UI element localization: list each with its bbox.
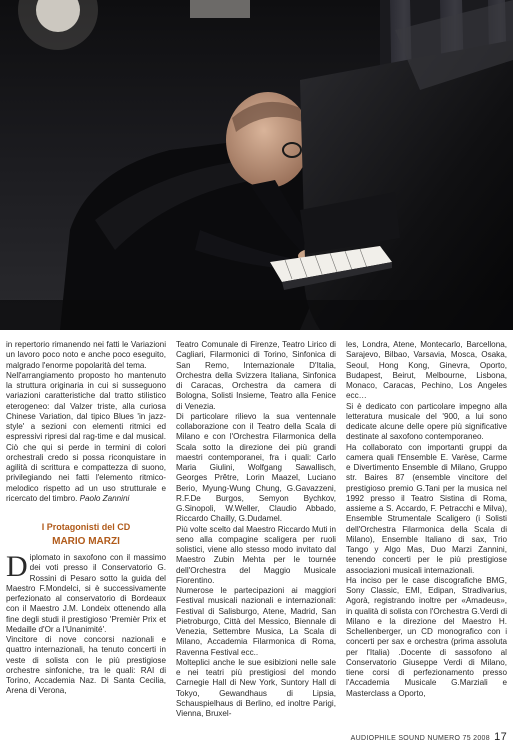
drop-cap: D xyxy=(6,550,28,583)
paragraph: Più volte scelto dal Maestro Riccardo Muti in seno alla compagine scaligera per ruoli solistici, viene allo stesso modo invitato dal Maestro Zubin Mehta per le tournée dell'Orchestra del Maggio Musicale Fiorentino. xyxy=(176,524,336,585)
magazine-issue: AUDIOPHILE SOUND NUMERO 75 2008 xyxy=(350,735,490,742)
paragraph-text: Nell'arrangiamento proposto ho mantenuto la struttura originaria in cui si susseguono variazioni caratteristiche dal tratto stilistico eterogeneo: dal Valzer triste, alla curiosa Chinese Variation, dal tipico Blues 'in jazz-style' a sezioni con elementi ritmici ed espressivi ripresi dal rag-time e dal musical. Ciò che qui si perde in termini di colori orchestrali credo si possa riconquistare in agilità di scrittura e compattezza di suono, privilegiando nei fatti l'elemento ritmico-melodico rispetto ad un uso strutturale e ricercato del timbro. xyxy=(6,370,166,503)
page-footer xyxy=(351,731,507,743)
paragraph: Ha collaborato con importanti gruppi da camera quali l'Ensemble E. Varèse, Carme e Divertimento Ensemble di Milano, Gruppo str. Baires 87 (ensemble vincitore del prestigioso premio G.Tani per la musica nel 1992 presso il Teatro Sistina di Roma, assieme a S. Accardo, F. Petracchi e Milva), Ensemble Strumentale Scaligero (i Solisti dell'Orchestra Filarmonica della Scala di Milano), Ensemble Italiano di sax, Trio Tango y Algo Mas, Duo Marzi Zannini, tenendo concerti per le più prestigiose associazioni musicali internazionali. xyxy=(346,442,507,575)
column-1 xyxy=(6,340,166,697)
paragraph: Di particolare rilievo la sua ventennale collaborazione con il Teatro della Scala di Milano e con l'Orchestra Filarmonica della Scala sotto la direzione dei più grandi maestri contemporanei, fra i quali: Carlo Maria Giulini, Wolfgang Sawallisch, Georges Prêtre, Lorin Maazel, Luciano Berio, Myung-Wung Chung, G.Gavazzeni, R.F.De Burgos, Semyon Bychkov, G.Sinopoli, W.Weller, Claudio Abbado, Riccardo Chailly, G.Dudamel. xyxy=(176,411,336,524)
paragraph xyxy=(6,371,166,504)
article-author: Paolo Zannini xyxy=(79,493,130,503)
section-heading: I Protagonisti del CD xyxy=(41,522,131,532)
paragraph xyxy=(6,550,166,635)
paragraph: Vincitore di nove concorsi nazionali e quattro internazionali, ha tenuto concerti in veste di solista con le più prestigiose orchestre sinfoniche, tra le quali: RAI di Torino, Accademia Naz. Di Santa Cecilia, Arena di Verona, xyxy=(6,635,166,696)
page-number: 17 xyxy=(494,731,507,743)
paragraph: Si è dedicato con particolare impegno alla letteratura musicale del '900, a lui sono dedicate alcune delle opere più significative destinate al saxofono contemporaneo. xyxy=(346,401,507,442)
paragraph: Molteplici anche le sue esibizioni nelle sale e nei teatri più prestigiosi del mondo Carnegie Hall di New York, Suntory Hall di Tokyo, Gewandhaus di Lipsia, Schauspielhaus di Berlino, ed inoltre Parigi, Vienna, Bruxel- xyxy=(176,657,336,718)
artist-name: MARIO MARZI xyxy=(52,536,120,547)
paragraph: Ha inciso per le case discografiche BMG, Sony Classic, EMI, Edipan, Stradivarius, Agorà, registrando inoltre per «Amadeus», in qualità di solista con l'Orchestra G.Verdi di Milano e la direzione del Maestro H. Schellenberger, un CD monografico con i concerti per sax e orchestra (prima assoluta per l'Italia) .Docente di sassofono al Conservatorio Giuseppe Verdi di Milano, tiene corsi di perfezionamento presso l'Accademia Musicale G.Marziali e Masterclass a Oporto, xyxy=(346,575,507,698)
column-3 xyxy=(346,340,507,699)
paragraph: Teatro Comunale di Firenze, Teatro Lirico di Cagliari, Filarmonici di Torino, Sinfonica di San Remo, Internazionale D'Italia, Orchestra della Svizzera Italiana, Sinfonica di Caracas, Orchestra da camera di Bologna, Solisti Insieme, Teatro alla Fenice di Venezia. xyxy=(176,340,336,411)
paragraph-text: iplomato in saxofono con il massimo dei voti presso il Conservatorio G. Rossini di Pesaro sotto la guida del Maestro F.Mondelci, si è successivamente perfezionato al conservatorio di Bordeaux con il Maestro J.M. Londeix ottenendo alla fine degli studi il prestigioso 'Premièr Prix et Medaille d'Or a l'Unanimité'. xyxy=(6,553,166,634)
pianist-photo xyxy=(0,0,513,330)
paragraph: Numerose le partecipazioni ai maggiori Festival musicali nazionali e internazionali: Festival di Salisburgo, Atene, Madrid, San Pietroburgo, Città del Messico, Biennale di Venezia, Settembre Musica, La Scala di Milano, Accademia Filarmonica di Roma, Ravenna Festival ecc.. xyxy=(176,586,336,657)
paragraph: les, Londra, Atene, Montecarlo, Barcellona, Sarajevo, Bilbao, Varsavia, Mosca, Osaka, Seoul, Hong Kong, Ginevra, Oporto, Budapest, Beirut, Melbourne, Lisbona, Monaco, Caracas, Pechino, Los Angeles ecc… xyxy=(346,340,507,401)
column-2 xyxy=(176,340,336,719)
paragraph: in repertorio rimanendo nei fatti le Variazioni un lavoro poco noto e anche poco eseguito, malgrado l'enorme popolarità del tema. xyxy=(6,340,166,370)
